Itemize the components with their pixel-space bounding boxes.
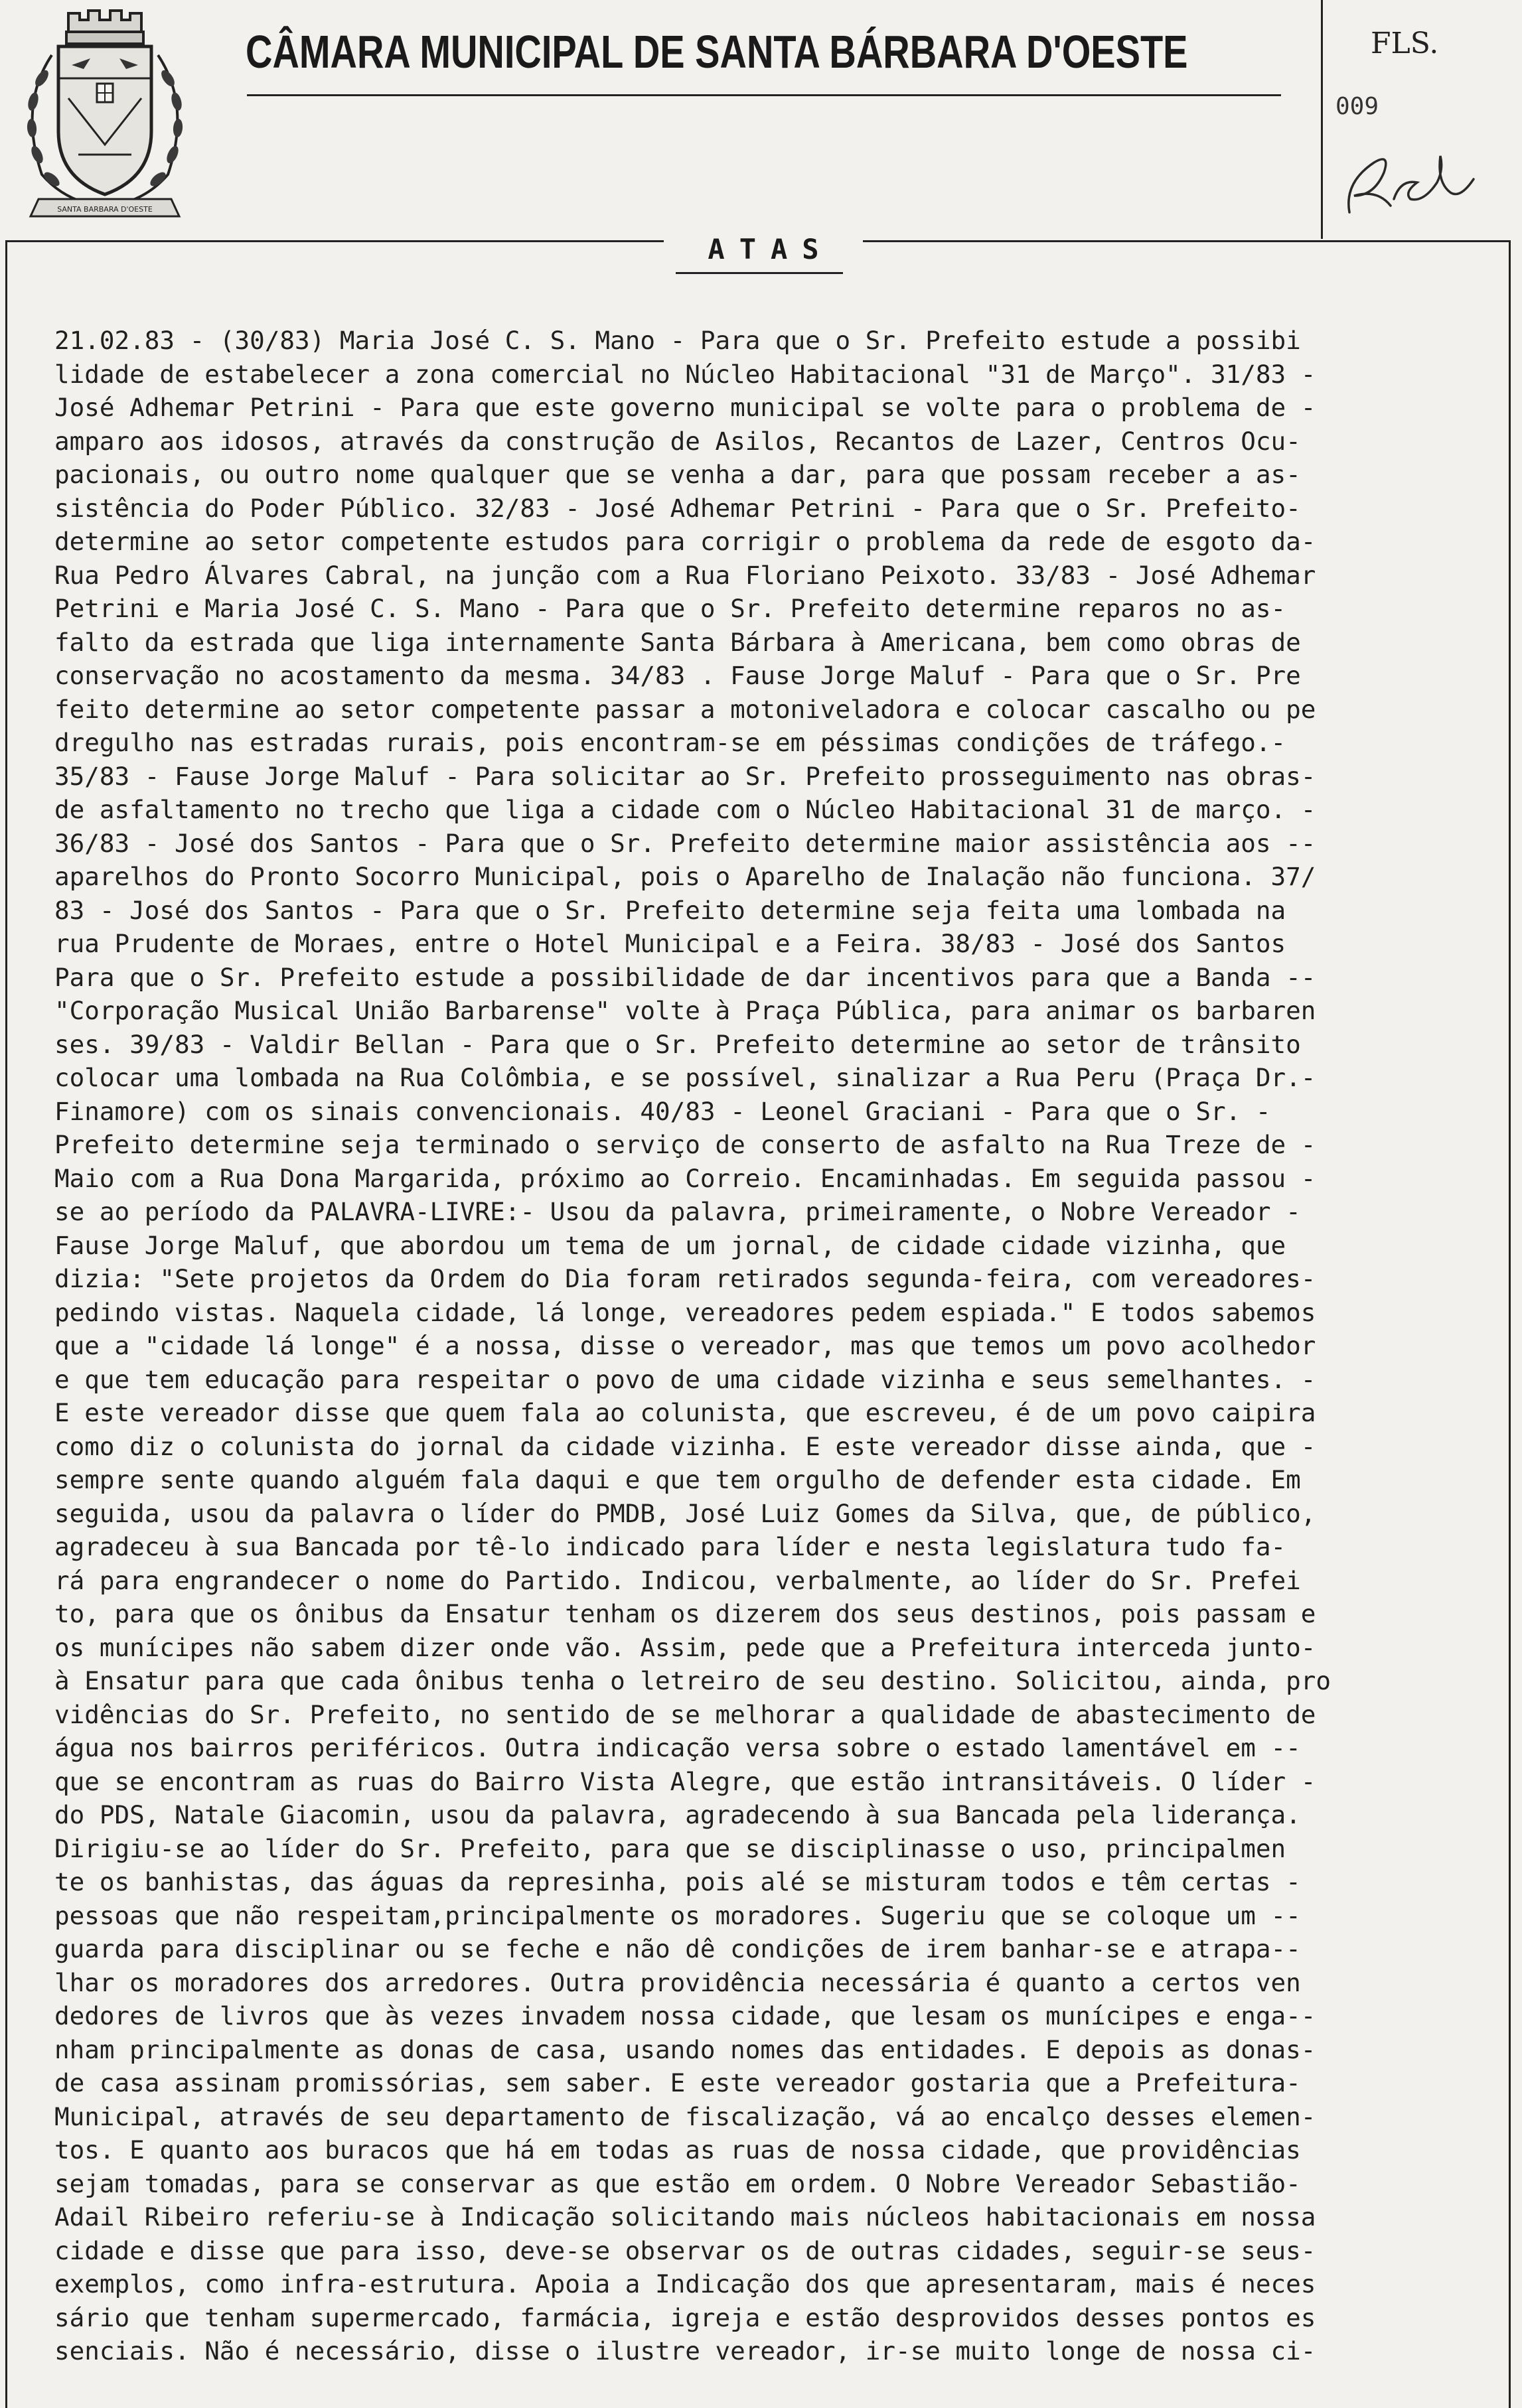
folio-number: 009 bbox=[1335, 93, 1379, 120]
minutes-line: que a "cidade lá longe" é a nossa, disse o vereador, mas que temos um povo acolhedor bbox=[54, 1331, 1316, 1360]
minutes-line: sejam tomadas, para se conservar as que estão em ordem. O Nobre Vereador Sebastião- bbox=[54, 2168, 1301, 2198]
minutes-line: 21.02.83 - (30/83) Maria José C. S. Mano - Para que o Sr. Prefeito estude a possibi bbox=[54, 326, 1301, 355]
crest-ribbon-text: SANTA BARBARA D'OESTE bbox=[57, 205, 153, 214]
folio-label: FLS. bbox=[1371, 27, 1439, 60]
municipal-crest-image bbox=[5, 5, 204, 224]
minutes-line: colocar uma lombada na Rua Colômbia, e se possível, sinalizar a Rua Peru (Praça Dr.- bbox=[54, 1063, 1316, 1092]
minutes-line: José Adhemar Petrini - Para que este governo municipal se volte para o problema de - bbox=[54, 393, 1316, 422]
minutes-line: amparo aos idosos, através da construção de Asilos, Recantos de Lazer, Centros Ocu- bbox=[54, 426, 1301, 456]
minutes-line: 35/83 - Fause Jorge Maluf - Para solicitar ao Sr. Prefeito prosseguimento nas obras- bbox=[54, 761, 1316, 791]
minutes-line: dedores de livros que às vezes invadem nossa cidade, que lesam os munícipes e enga-- bbox=[54, 2001, 1316, 2030]
minutes-line: 36/83 - José dos Santos - Para que o Sr. Prefeito determine maior assistência aos -- bbox=[54, 828, 1316, 858]
minutes-line: como diz o colunista do jornal da cidade vizinha. E este vereador disse ainda, que - bbox=[54, 1431, 1316, 1461]
minutes-line: sário que tenham supermercado, farmácia, igreja e estão desprovidos desses pontos es bbox=[54, 2302, 1316, 2332]
minutes-line: tos. E quanto aos buracos que há em todas as ruas de nossa cidade, que providências bbox=[54, 2135, 1301, 2164]
minutes-line: senciais. Não é necessário, disse o ilustre vereador, ir-se muito longe de nossa ci- bbox=[54, 2336, 1316, 2366]
minutes-line: Prefeito determine seja terminado o serviço de conserto de asfalto na Rua Treze de - bbox=[54, 1130, 1316, 1159]
handwritten-rubric-image bbox=[1337, 143, 1480, 222]
minutes-line: Municipal, através de seu departamento de fiscalização, vá ao encalço desses elemen- bbox=[54, 2101, 1316, 2131]
minutes-line: Finamore) com os sinais convencionais. 40/83 - Leonel Graciani - Para que o Sr. - bbox=[54, 1096, 1271, 1126]
minutes-line: Maio com a Rua Dona Margarida, próximo ao Correio. Encaminhadas. Em seguida passou - bbox=[54, 1163, 1316, 1193]
minutes-line: cidade e disse que para isso, deve-se observar os de outras cidades, seguir-se seus- bbox=[54, 2235, 1316, 2265]
minutes-line: feito determine ao setor competente passar a motoniveladora e colocar cascalho ou pe bbox=[54, 694, 1316, 724]
section-title-underline bbox=[676, 272, 843, 274]
title-rule bbox=[247, 94, 1281, 96]
minutes-line: sistência do Poder Público. 32/83 - José Adhemar Petrini - Para que o Sr. Prefeito- bbox=[54, 493, 1301, 523]
minutes-line: pacionais, ou outro nome qualquer que se venha a dar, para que possam receber a as- bbox=[54, 460, 1301, 489]
minutes-line: Para que o Sr. Prefeito estude a possibilidade de dar incentivos para que a Banda -- bbox=[54, 962, 1316, 992]
minutes-line: se ao período da PALAVRA-LIVRE:- Usou da palavra, primeiramente, o Nobre Vereador - bbox=[54, 1197, 1301, 1226]
minutes-line: guarda para disciplinar ou se feche e não dê condições de irem banhar-se e atrapa-- bbox=[54, 1934, 1301, 1963]
minutes-line: falto da estrada que liga internamente Santa Bárbara à Americana, bem como obras de bbox=[54, 627, 1301, 657]
section-title: ATAS bbox=[708, 233, 834, 265]
section-heading bbox=[664, 230, 863, 269]
minutes-line: sempre sente quando alguém fala daqui e que tem orgulho de defender esta cidade. Em bbox=[54, 1465, 1301, 1494]
minutes-line: Adail Ribeiro referiu-se à Indicação solicitando mais núcleos habitacionais em nossa bbox=[54, 2202, 1316, 2231]
minutes-line: determine ao setor competente estudos para corrigir o problema da rede de esgoto da- bbox=[54, 527, 1316, 556]
minutes-line: aparelhos do Pronto Socorro Municipal, pois o Aparelho de Inalação não funciona. 37/ bbox=[54, 862, 1316, 891]
minutes-line: Fause Jorge Maluf, que abordou um tema de um jornal, de cidade cidade vizinha, que bbox=[54, 1230, 1286, 1260]
minutes-line: pedindo vistas. Naquela cidade, lá longe, vereadores pedem espiada." E todos sabemos bbox=[54, 1297, 1316, 1327]
minutes-line: de casa assinam promissórias, sem saber. E este vereador gostaria que a Prefeitura- bbox=[54, 2068, 1301, 2097]
minutes-text bbox=[54, 324, 1475, 2368]
minutes-line: de asfaltamento no trecho que liga a cidade com o Núcleo Habitacional 31 de março. - bbox=[54, 795, 1316, 824]
minutes-line: vidências do Sr. Prefeito, no sentido de se melhorar a qualidade de abastecimento de bbox=[54, 1699, 1316, 1729]
minutes-line: nham principalmente as donas de casa, usando nomes das entidades. E depois as donas- bbox=[54, 2034, 1316, 2064]
minutes-line: do PDS, Natale Giacomin, usou da palavra, agradecendo à sua Bancada pela liderança. bbox=[54, 1800, 1301, 1829]
minutes-line: seguida, usou da palavra o líder do PMDB, José Luiz Gomes da Silva, que, de público, bbox=[54, 1498, 1316, 1528]
minutes-line: Rua Pedro Álvares Cabral, na junção com a Rua Floriano Peixoto. 33/83 - José Adhemar bbox=[54, 560, 1316, 590]
minutes-line: exemplos, como infra-estrutura. Apoia a Indicação dos que apresentaram, mais é neces bbox=[54, 2269, 1316, 2299]
minutes-line: Dirigiu-se ao líder do Sr. Prefeito, para que se disciplinasse o uso, principalmen bbox=[54, 1833, 1286, 1863]
minutes-line: to, para que os ônibus da Ensatur tenham os dizerem dos seus destinos, pois passam e bbox=[54, 1599, 1316, 1628]
minutes-line: e que tem educação para respeitar o povo de uma cidade vizinha e seus semelhantes. - bbox=[54, 1364, 1316, 1394]
minutes-line: água nos bairros periféricos. Outra indicação versa sobre o estado lamentável em -- bbox=[54, 1733, 1301, 1762]
minutes-line: dregulho nas estradas rurais, pois encontram-se em péssimas condições de tráfego.- bbox=[54, 728, 1286, 757]
minutes-line: pessoas que não respeitam,principalmente os moradores. Sugeriu que se coloque um -- bbox=[54, 1900, 1301, 1930]
minutes-line: conservação no acostamento da mesma. 34/83 . Fause Jorge Maluf - Para que o Sr. Pre bbox=[54, 661, 1301, 690]
minutes-line: E este vereador disse que quem fala ao colunista, que escreveu, é de um povo caipira bbox=[54, 1398, 1316, 1427]
chamber-title: CÂMARA MUNICIPAL DE SANTA BÁRBARA D'OESTE bbox=[246, 26, 1188, 78]
minutes-line: que se encontram as ruas do Bairro Vista Alegre, que estão intransitáveis. O líder - bbox=[54, 1766, 1316, 1796]
minutes-line: ses. 39/83 - Valdir Bellan - Para que o Sr. Prefeito determine ao setor de trânsito bbox=[54, 1029, 1301, 1059]
minutes-line: 83 - José dos Santos - Para que o Sr. Prefeito determine seja feita uma lombada na bbox=[54, 895, 1286, 925]
minutes-line: rua Prudente de Moraes, entre o Hotel Municipal e a Feira. 38/83 - José dos Santos bbox=[54, 929, 1286, 958]
minutes-line: "Corporação Musical União Barbarense" volte à Praça Pública, para animar os barbaren bbox=[54, 996, 1316, 1025]
minutes-line: à Ensatur para que cada ônibus tenha o letreiro de seu destino. Solicitou, ainda, pro bbox=[54, 1666, 1332, 1695]
minutes-line: lhar os moradores dos arredores. Outra providência necessária é quanto a certos ven bbox=[54, 1967, 1301, 1997]
minutes-line: os munícipes não sabem dizer onde vão. Assim, pede que a Prefeitura interceda junto- bbox=[54, 1632, 1316, 1662]
minutes-line: agradeceu à sua Bancada por tê-lo indicado para líder e nesta legislatura tudo fa- bbox=[54, 1532, 1286, 1561]
minutes-line: rá para engrandecer o nome do Partido. Indicou, verbalmente, ao líder do Sr. Prefei bbox=[54, 1565, 1301, 1595]
minutes-line: te os banhistas, das águas da represinha, pois alé se misturam todos e têm certas - bbox=[54, 1867, 1301, 1896]
minutes-line: dizia: "Sete projetos da Ordem do Dia foram retirados segunda-feira, com vereadores- bbox=[54, 1264, 1316, 1293]
minutes-line: lidade de estabelecer a zona comercial no Núcleo Habitacional "31 de Março". 31/83 - bbox=[54, 359, 1316, 389]
minutes-line: Petrini e Maria José C. S. Mano - Para que o Sr. Prefeito determine reparos no as- bbox=[54, 594, 1286, 623]
